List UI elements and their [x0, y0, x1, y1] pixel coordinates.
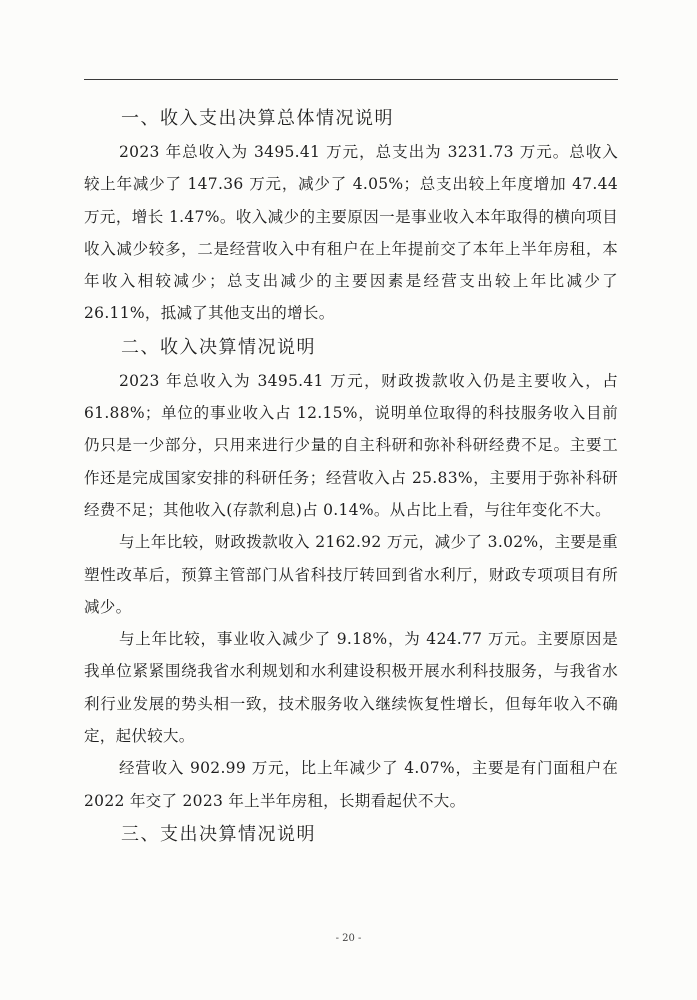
section-heading: 一、收入支出决算总体情况说明: [121, 108, 394, 129]
page-number: - 20 -: [335, 933, 362, 944]
paragraph: 2023 年总收入为 3495.41 万元，财政拨款收入仍是主要收入，占 61.88%；单位的事业收入占 12.15%，说明单位取得的科技服务收入目前仍只是一少部分，只用来进行少量的自主科研和弥补科研经费不足。主要工作还是完成国家安排的科研任务；经营收入占 25.83%，主要用于弥补科研经费不足；其他收入(存款利息)占 0.14%。从占比上看，与往年变化不大。: [84, 371, 618, 519]
section-heading: 二、收入决算情况说明: [121, 336, 316, 358]
document-body: [84, 101, 618, 852]
paragraph: 与上年比较，事业收入减少了 9.18%，为 424.77 万元。主要原因是我单位紧紧围绕我省水利规划和水利建设积极开展水利科技服务，与我省水利行业发展的势头相一致，技术服务收入继续恢复性增长，但每年收入不确定，起伏较大。: [84, 630, 618, 746]
paragraph: 与上年比较，财政拨款收入 2162.92 万元，减少了 3.02%，主要是重塑性改革后，预算主管部门从省科技厅转回到省水利厅，财政专项项目有所减少。: [84, 533, 618, 616]
header-rule: [84, 79, 618, 80]
paragraph: 经营收入 902.99 万元，比上年减少了 4.07%，主要是有门面租户在 2022 年交了 2023 年上半年房租，长期看起伏不大。: [84, 759, 618, 810]
paragraph: 2023 年总收入为 3495.41 万元，总支出为 3231.73 万元。总收入较上年减少了 147.36 万元，减少了 4.05%；总支出较上年度增加 47.44 万元，增长 1.47%。收入减少的主要原因一是事业收入本年取得的横向项目收入减少较多，二是经营收入中有租户在上年提前交了本年上半年房租，本年收入相较减少；总支出减少的主要因素是经营支出较上年比减少了 26.11%，抵减了其他支出的增长。: [84, 143, 618, 323]
section-heading: 三、支出决算情况说明: [121, 823, 316, 845]
